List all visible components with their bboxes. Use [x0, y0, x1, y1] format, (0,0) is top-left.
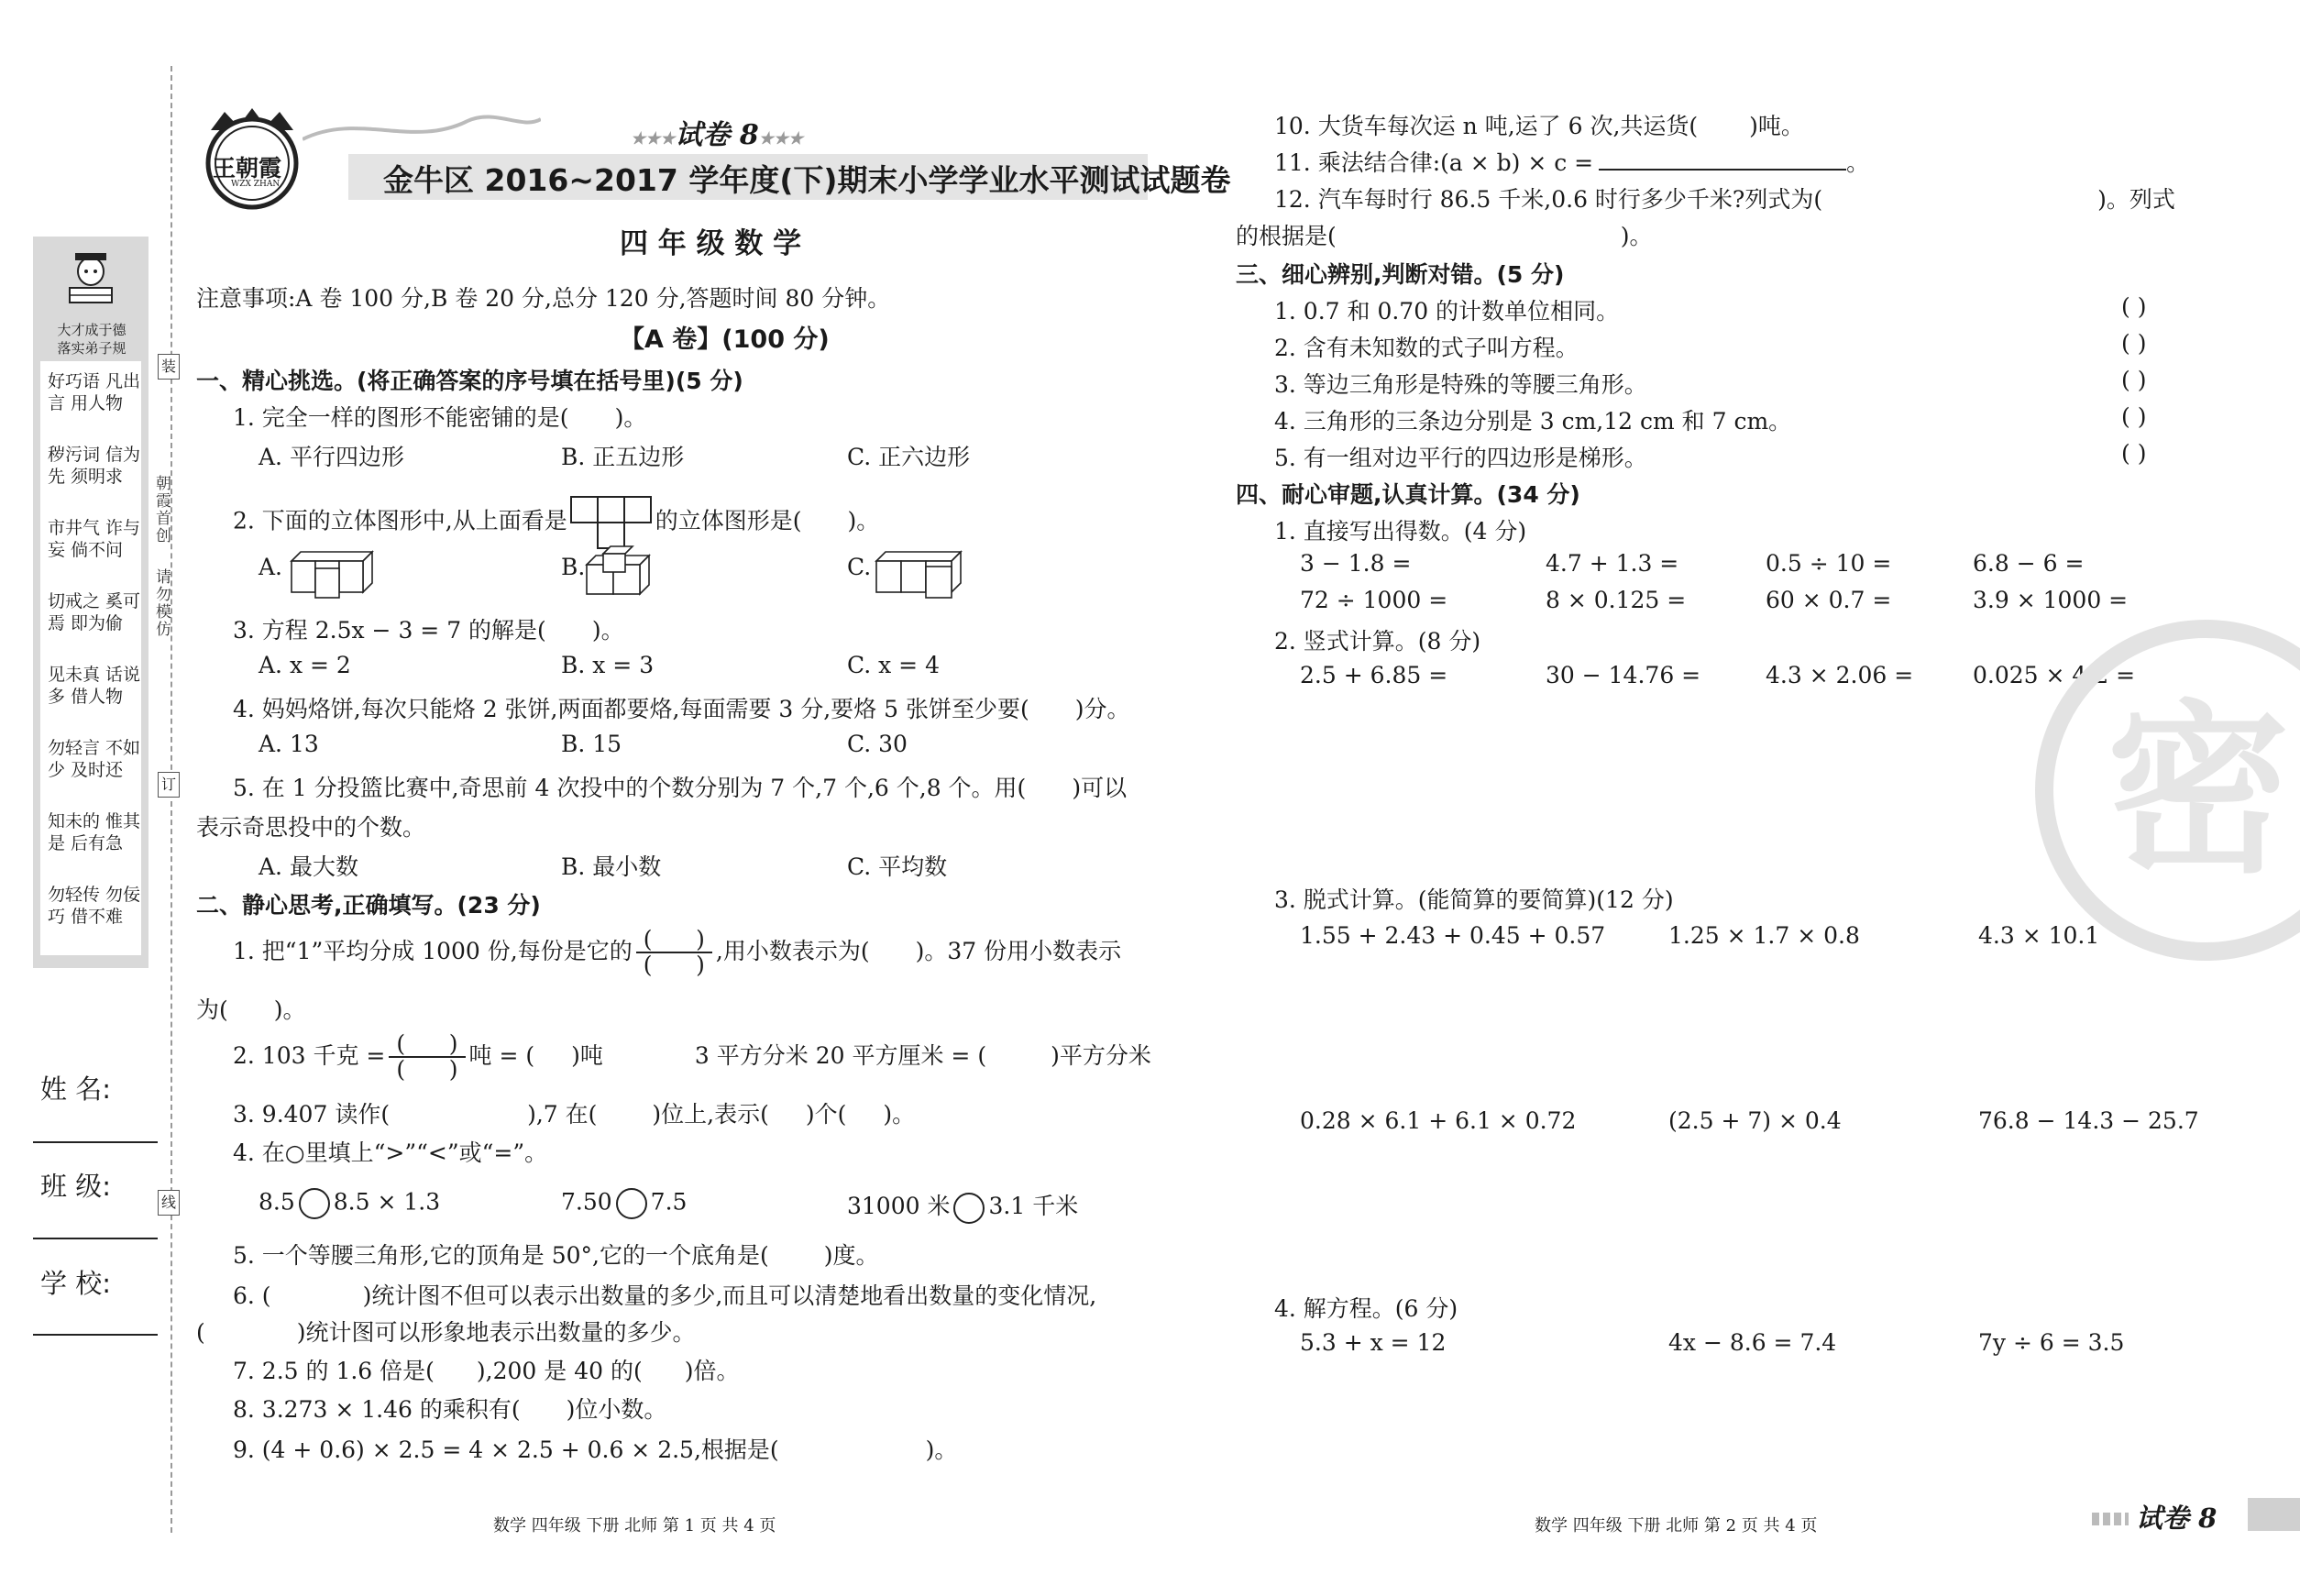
judge-item: 1. 0.7 和 0.70 的计数单位相同。	[1274, 298, 1620, 325]
calc-item: 30 − 14.76 =	[1546, 662, 1701, 688]
p2-q1: 1. 把“1”平均分成 1000 份,每份是它的 $\frac{( )}{( )}$ ,用小数表示为( )。37 份用小数表示	[233, 926, 1122, 979]
q2-option-c: C.	[847, 554, 872, 580]
compare-circle[interactable]	[616, 1188, 647, 1219]
calc-item: 60 × 0.7 =	[1766, 587, 1892, 613]
calc-item: 0.28 × 6.1 + 6.1 × 0.72	[1300, 1107, 1577, 1134]
p2-q12-line2: 的根据是( )。	[1236, 223, 1653, 249]
q4-option-c: C. 30	[847, 731, 908, 757]
judge-item: 2. 含有未知数的式子叫方程。	[1274, 335, 1579, 361]
part4-sub1: 1. 直接写出得数。(4 分)	[1274, 518, 1527, 545]
p2-q7: 7. 2.5 的 1.6 倍是( ),200 是 40 的( )倍。	[233, 1358, 740, 1384]
name-field[interactable]	[33, 1141, 158, 1143]
calc-item: 0.5 ÷ 10 =	[1766, 550, 1892, 577]
logo-text: 王朝霞	[213, 155, 282, 182]
part1-heading: 一、精心挑选。(将正确答案的序号填在括号里)(5 分)	[196, 368, 743, 394]
p2-q11: 11. 乘法结合律:(a × b) × c = 。	[1274, 149, 1870, 176]
motto-row: 勿轻传 勿佞巧 借不难	[48, 885, 141, 927]
compare-circle[interactable]	[953, 1193, 985, 1224]
seal-char: 线	[158, 1190, 180, 1216]
calc-item: 8 × 0.125 =	[1546, 587, 1687, 613]
footer-left: 数学 四年级 下册 北师 第 1 页 共 4 页	[493, 1516, 776, 1535]
footer-right: 数学 四年级 下册 北师 第 2 页 共 4 页	[1535, 1516, 1818, 1535]
calc-item: 1.55 + 2.43 + 0.45 + 0.57	[1300, 922, 1606, 949]
part4-sub3: 3. 脱式计算。(能简算的要简算)(12 分)	[1274, 886, 1674, 913]
part4-heading: 四、耐心审题,认真计算。(34 分)	[1236, 481, 1580, 508]
part2-heading: 二、静心思考,正确填写。(23 分)	[196, 892, 541, 919]
judge-bracket[interactable]: ( )	[2121, 293, 2147, 320]
judge-bracket[interactable]: ( )	[2121, 403, 2147, 430]
q5-stem: 5. 在 1 分投篮比赛中,奇思前 4 次投中的个数分别为 7 个,7 个,6 个,8 个。用( )可以	[233, 775, 1128, 801]
judge-bracket[interactable]: ( )	[2121, 330, 2147, 357]
motto-row: 知未的 惟其是 后有急	[48, 811, 141, 853]
q5-option-c: C. 平均数	[847, 853, 948, 880]
p2-q4: 4. 在○里填上“>”“<”或“=”。	[233, 1139, 548, 1166]
class-field[interactable]	[33, 1238, 158, 1239]
badge-dots	[2092, 1513, 2129, 1525]
p2-q3: 3. 9.407 读作( ),7 在( )位上,表示( )个( )。	[233, 1101, 916, 1128]
q5-option-b: B. 最小数	[561, 853, 662, 880]
calc-item: 3.9 × 1000 =	[1973, 587, 2129, 613]
compare-item: 31000 米 3.1 千米	[847, 1188, 1078, 1224]
q4-option-a: A. 13	[259, 731, 319, 757]
paper-series-label: ★★★试卷 8★★★	[631, 119, 804, 151]
option-c-solid	[875, 548, 970, 600]
judge-bracket[interactable]: ( )	[2121, 367, 2147, 393]
top-view-figure	[569, 495, 654, 550]
calc-item: (2.5 + 7) × 0.4	[1668, 1107, 1842, 1134]
p2-q8: 8. 3.273 × 1.46 的乘积有( )位小数。	[233, 1396, 667, 1423]
side-note: 朝霞首创	[152, 475, 171, 545]
logo-subtext: WZX ZHAN	[231, 180, 281, 189]
q1-option-a: A. 平行四边形	[259, 444, 404, 470]
fraction-blank[interactable]: $\frac{( )}{( )}$	[389, 1032, 465, 1083]
p2-q9: 9. (4 + 0.6) × 2.5 = 4 × 2.5 + 0.6 × 2.5,根据是( )。	[233, 1436, 958, 1463]
school-field[interactable]	[33, 1334, 158, 1336]
equation-item: 7y ÷ 6 = 3.5	[1978, 1329, 2125, 1356]
q4-option-b: B. 15	[561, 731, 622, 757]
q3-option-a: A. x = 2	[259, 652, 351, 678]
q3-option-b: B. x = 3	[561, 652, 655, 678]
calc-item: 0.025 × 4.2 =	[1973, 662, 2136, 688]
motto-top: 大才成于德 落实弟子规	[57, 322, 127, 357]
q3-option-c: C. x = 4	[847, 652, 940, 678]
p2-q2: 2. 103 千克 = $\frac{( )}{( )}$ 吨 = ( )吨 3 平方分米 20 平方厘米 = ( )平方分米	[233, 1030, 1151, 1084]
q2-stem: 2. 下面的立体图形中,从上面看是 的立体图形是( )。	[233, 495, 879, 550]
motto-row: 好巧语 凡出言 用人物	[48, 371, 141, 413]
q4-stem: 4. 妈妈烙饼,每次只能烙 2 张饼,两面都要烙,每面需要 3 分,要烙 5 张饼至少要( )分。	[233, 696, 1130, 722]
seal-char-glyph: 密	[2107, 685, 2291, 898]
cut-line	[171, 66, 172, 1533]
q1-stem: 1. 完全一样的图形不能密铺的是( )。	[233, 404, 647, 431]
p2-q10: 10. 大货车每次运 n 吨,运了 6 次,共运货( )吨。	[1274, 113, 1804, 139]
judge-bracket[interactable]: ( )	[2121, 440, 2147, 467]
exam-notice: 注意事项:A 卷 100 分,B 卷 20 分,总分 120 分,答题时间 80 分钟。	[196, 285, 891, 312]
seal-char: 订	[158, 772, 180, 798]
paper-badge: 试卷 8	[2136, 1502, 2217, 1534]
subject-title: 四 年 级 数 学	[620, 227, 802, 260]
school-label: 学 校:	[40, 1268, 111, 1299]
q2-option-a: A.	[259, 554, 283, 580]
exam-title: 金牛区 2016~2017 学年度(下)期末小学学业水平测试试题卷	[383, 162, 1231, 198]
motto-row: 勿轻言 不如少 及时还	[48, 738, 141, 780]
motto-panel	[40, 361, 141, 955]
sidebar-panel	[33, 237, 149, 968]
p2-q5: 5. 一个等腰三角形,它的顶角是 50°,它的一个底角是( )度。	[233, 1242, 879, 1269]
name-label: 姓 名:	[40, 1073, 111, 1105]
judge-item: 5. 有一组对边平行的四边形是梯形。	[1274, 445, 1647, 471]
judge-item: 4. 三角形的三条边分别是 3 cm,12 cm 和 7 cm。	[1274, 408, 1792, 435]
p2-q1-line2: 为( )。	[196, 996, 306, 1023]
calc-item: 3 − 1.8 =	[1300, 550, 1412, 577]
q2-option-b: B.	[561, 554, 586, 580]
scholar-icon	[57, 244, 125, 312]
seal-char: 装	[158, 354, 180, 380]
compare-circle[interactable]	[299, 1188, 330, 1219]
compare-item: 8.5 8.5 × 1.3	[259, 1188, 440, 1219]
equation-item: 4x − 8.6 = 7.4	[1668, 1329, 1837, 1356]
motto-row: 切戒之 奚可焉 即为偷	[48, 591, 141, 633]
calc-item: 6.8 − 6 =	[1973, 550, 2085, 577]
class-label: 班 级:	[40, 1171, 111, 1202]
equation-item: 5.3 + x = 12	[1300, 1329, 1447, 1356]
section-a-title: 【A 卷】(100 分)	[620, 325, 830, 354]
part3-heading: 三、细心辨别,判断对错。(5 分)	[1236, 261, 1565, 288]
calc-item: 2.5 + 6.85 =	[1300, 662, 1448, 688]
q3-stem: 3. 方程 2.5x − 3 = 7 的解是( )。	[233, 617, 624, 644]
calc-item: 4.3 × 2.06 =	[1766, 662, 1914, 688]
option-b-solid	[585, 545, 655, 601]
motto-row: 市井气 诈与妄 倘不问	[48, 518, 141, 560]
judge-item: 3. 等边三角形是特殊的等腰三角形。	[1274, 371, 1647, 398]
calc-item: 4.7 + 1.3 =	[1546, 550, 1679, 577]
confidential-seal-icon	[2022, 616, 2300, 964]
badge-bar	[2248, 1498, 2300, 1531]
part4-sub2: 2. 竖式计算。(8 分)	[1274, 628, 1481, 655]
p2-q6: 6. ( )统计图不但可以表示出数量的多少,而且可以清楚地看出数量的变化情况,	[233, 1282, 1097, 1309]
compare-item: 7.50 7.5	[561, 1188, 687, 1219]
fraction-blank[interactable]: $\frac{( )}{( )}$	[636, 928, 712, 978]
q5-option-a: A. 最大数	[259, 853, 358, 880]
q1-option-c: C. 正六边形	[847, 444, 971, 470]
calc-item: 4.3 × 10.1	[1978, 922, 2100, 949]
motto-row: 见未真 话说多 借人物	[48, 665, 141, 707]
calc-item: 72 ÷ 1000 =	[1300, 587, 1448, 613]
part4-sub4: 4. 解方程。(6 分)	[1274, 1295, 1458, 1322]
option-a-solid	[290, 548, 381, 600]
q1-option-b: B. 正五边形	[561, 444, 685, 470]
motto-row: 秽污词 信为先 须明求	[48, 445, 141, 487]
q5-stem-line2: 表示奇思投中的个数。	[196, 814, 426, 841]
p2-q6-line2: ( )统计图可以形象地表示出数量的多少。	[196, 1319, 696, 1346]
calc-item: 1.25 × 1.7 × 0.8	[1668, 922, 1860, 949]
side-note: 请勿模仿	[152, 568, 171, 638]
ribbon-decoration	[303, 103, 541, 158]
p2-q12: 12. 汽车每时行 86.5 千米,0.6 时行多少千米?列式为( )。列式	[1274, 186, 2175, 213]
calc-item: 76.8 − 14.3 − 25.7	[1978, 1107, 2199, 1134]
